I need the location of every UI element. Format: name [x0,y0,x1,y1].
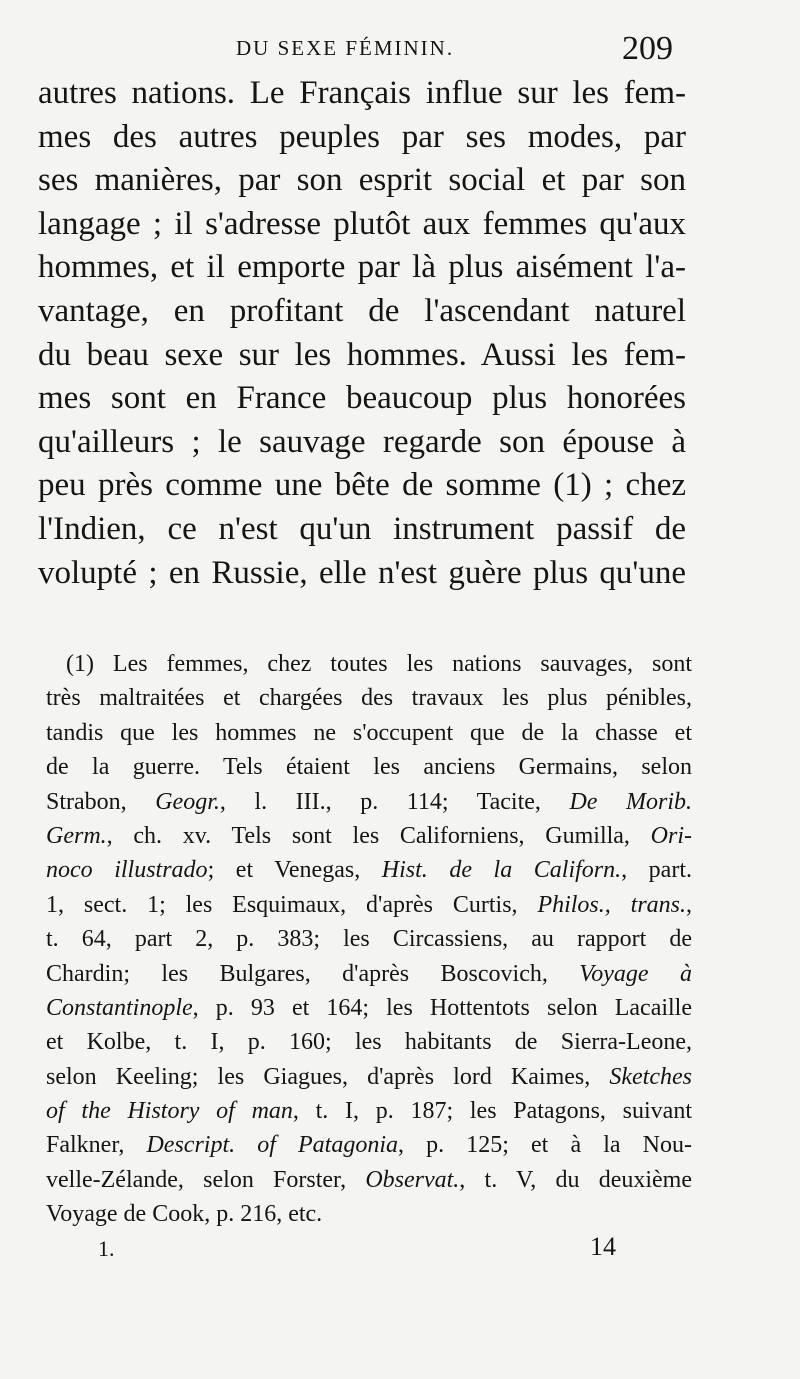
footnote-line [46,1060,692,1094]
footnote-text: Falkner, [46,1132,147,1159]
footnote-line [46,785,692,819]
citation-title: Observat. [365,1166,460,1193]
footnote-line: t. 64, part 2, p. 383; les Circassiens, au rapport de [46,926,692,953]
footnote-text: , t. V, du deuxième [459,1166,692,1193]
footnote-line [46,957,692,991]
footnote-text: , part. [621,857,692,884]
footnote-text: , p. 93 et 164; les Hottentots selon Lacaille [192,994,692,1021]
footnote-text: velle-Zélande, selon Forster, [46,1166,366,1193]
footnote-line [46,853,692,887]
body-line: autres nations. Le Français influe sur les fem- [38,75,686,111]
footnote-line: de la guerre. Tels étaient les anciens Germains, selon [46,754,692,781]
citation-title: of the History of man [46,1098,293,1125]
footnote-line: tandis que les hommes ne s'occupent que de la chasse et [46,719,692,746]
footnote-line [46,991,692,1025]
citation-title: Descript. of Patagonia [146,1132,399,1159]
footnote-text: selon Keeling; les Giagues, d'après lord Kaimes, [46,1063,610,1090]
footnote-line [46,1163,692,1197]
footnote-line [46,1128,692,1162]
footnote-line: (1) Les femmes, chez toutes les nations sauvages, sont [66,651,692,677]
citation-title: Hist. de la Californ. [381,857,622,884]
citation-title: Constantinople [46,994,193,1021]
footnote-line: et Kolbe, t. I, p. 160; les habitants de Sierra-Leone, [46,1029,692,1056]
footnote-text: , t. I, p. 187; les Patagons, suivant [292,1098,692,1125]
citation-title: De Morib. [569,788,693,815]
body-line: langage ; il s'adresse plutôt aux femmes qu'aux [38,205,686,242]
footnote-line: Voyage de Cook, p. 216, etc. [46,1201,323,1228]
body-line: l'Indien, ce n'est qu'un instrument passif de [38,510,686,547]
body-text [38,72,686,595]
footnote-text: Chardin; les Bulgares, d'après Boscovich, [46,960,580,987]
citation-title: Geogr. [155,788,220,815]
body-line: hommes, et il emporte par là plus aisément l'a- [38,249,686,286]
citation-title: Sketches [609,1063,692,1090]
citation-title: noco illustrado [46,857,208,884]
footnote-text: , l. III., p. 114; Tacite, [219,788,570,815]
body-line: volupté ; en Russie, elle n'est guère plus qu'une [38,554,686,591]
signature-marks [0,1232,800,1266]
body-line: du beau sexe sur les hommes. Aussi les fem- [38,336,686,373]
body-line: vantage, en profitant de l'ascendant naturel [38,292,686,329]
footnote [46,647,692,1232]
volume-mark: 1. [98,1236,115,1261]
footnote-text: ; et Venegas, [207,857,382,884]
body-line: mes des autres peuples par ses modes, par [38,118,686,155]
citation-title: Ori- [650,822,692,849]
footnote-text: Strabon, [46,788,156,815]
footnote-line [46,1094,692,1128]
footnote-text: , p. 125; et à la Nou- [398,1132,692,1159]
citation-title: Voyage à [579,960,692,987]
page-number: 209 [622,30,673,67]
running-title: DU SEXE FÉMININ. [236,36,455,60]
gathering-signature: 14 [590,1232,616,1261]
body-line: ses manières, par son esprit social et par son [38,162,686,199]
page-header [0,32,800,72]
body-line: mes sont en France beaucoup plus honorées [38,380,686,417]
body-line: peu près comme une bête de somme (1) ; chez [38,467,686,504]
footnote-line [46,888,692,922]
footnote-text: , ch. xv. Tels sont les Californiens, Gumilla, [106,822,651,849]
citation-title: Philos., trans. [537,891,687,918]
footnote-text: , [686,891,693,918]
footnote-text: 1, sect. 1; les Esquimaux, d'après Curtis, [46,891,538,918]
footnote-line: très maltraitées et chargées des travaux les plus pénibles, [46,685,692,712]
body-line: qu'ailleurs ; le sauvage regarde son épouse à [38,423,686,460]
footnote-line [46,819,692,853]
citation-title: Germ. [46,822,107,849]
